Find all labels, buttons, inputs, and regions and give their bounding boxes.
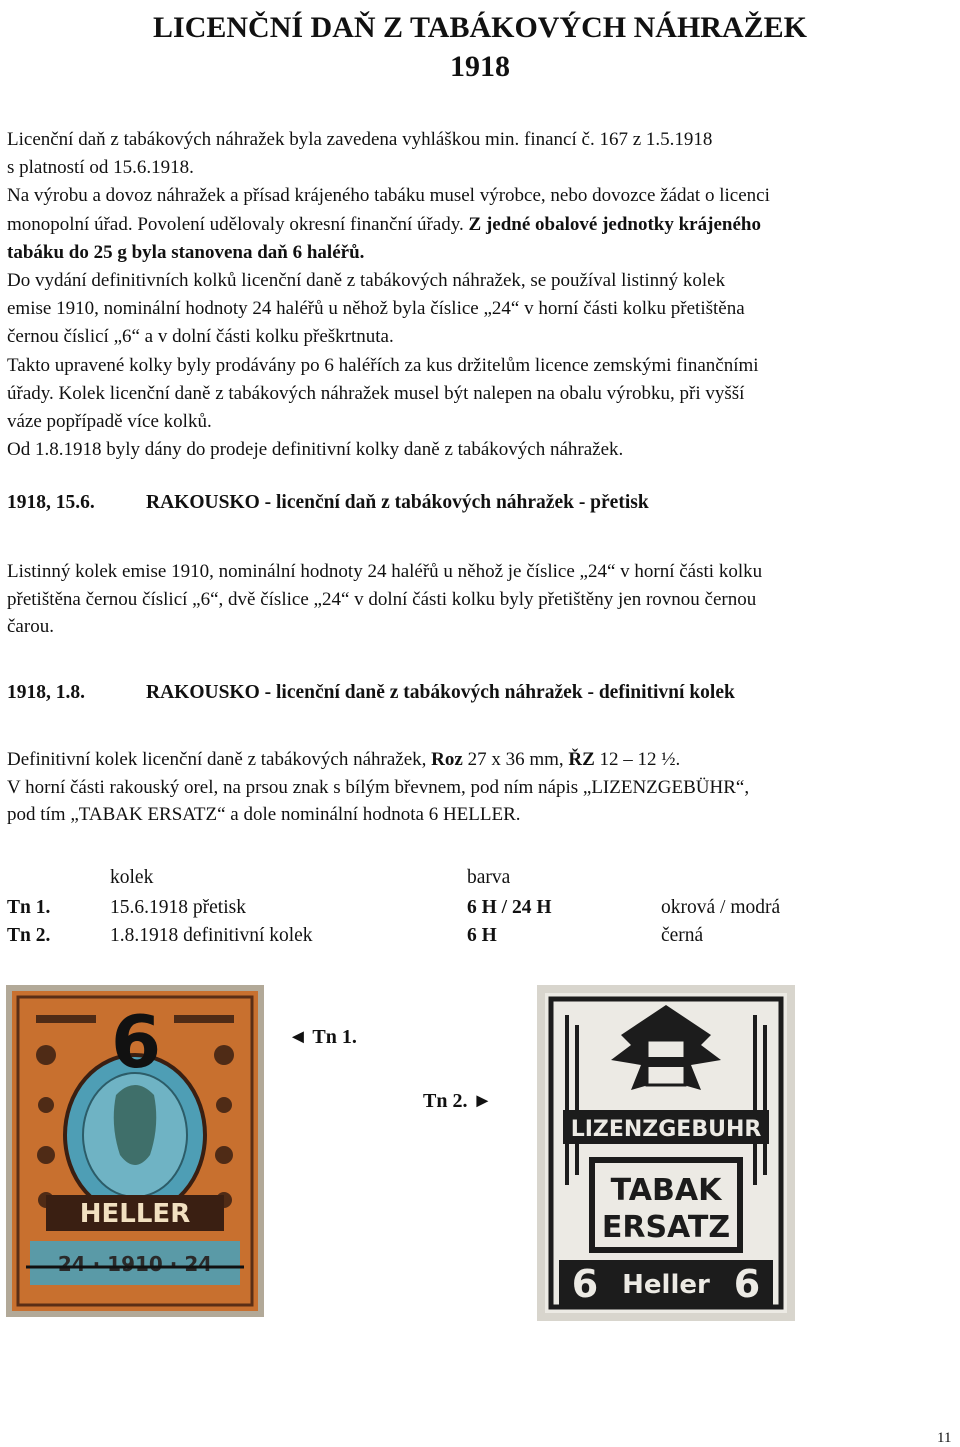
title-line-2: 1918 <box>450 50 510 83</box>
intro-line: Do vydání definitivních kolků licenční daně z tabákových náhražek, se používal listinný kolek <box>7 270 726 292</box>
page-title <box>0 8 960 86</box>
intro-line: úřady. Kolek licenční daně z tabákových náhražek musel být nalepen na obalu výrobku, při vyšší <box>7 382 745 404</box>
intro-bold-text: Z jedné obalové jednotky krájeného <box>468 213 761 235</box>
stamp-tn2-image <box>537 985 795 1321</box>
section-2-text <box>7 746 955 829</box>
stamp-tn1-image <box>6 985 264 1317</box>
intro-line: Takto upravené kolky byly prodávány po 6 haléřích za kus držitelům licence zemskými finančními <box>7 354 759 376</box>
svg-text:TABAK: TABAK <box>610 1173 722 1208</box>
section-1-line: přetištěna černou číslicí „6“, dvě číslice „24“ v dolní části kolku byly přetištěny jen rovnou černou <box>7 588 757 610</box>
section-2-date: 1918, 1.8. <box>7 682 85 703</box>
section-1-line: Listinný kolek emise 1910, nominální hodnoty 24 haléřů u něhož je číslice „24“ v horní části kolku <box>7 561 763 582</box>
intro-line: s platností od 15.6.1918. <box>7 157 194 179</box>
table-cell-color: okrová / modrá <box>661 897 781 918</box>
intro-line: Na výrobu a dovoz náhražek a přísad krájeného tabáku musel výrobce, nebo dovozce žádat o licenci <box>7 185 770 207</box>
intro-bold-text: tabáku do 25 g byla stanovena daň 6 haléřů. <box>7 241 365 263</box>
section-2-line: pod tím „TABAK ERSATZ“ a dole nominální hodnota 6 HELLER. <box>7 804 521 825</box>
intro-line: Od 1.8.1918 byly dány do prodeje definitivní kolky daně z tabákových náhražek. <box>7 439 624 461</box>
section-2-heading <box>7 682 735 704</box>
title-line-1: LICENČNÍ DAŇ Z TABÁKOVÝCH NÁHRAŽEK <box>153 11 807 44</box>
intro-line: emise 1910, nominální hodnoty 24 haléřů u něhož byla číslice „24“ v horní části kolku přetištěna <box>7 298 745 320</box>
section-2-line <box>7 746 955 774</box>
section-2-line: V horní části rakouský orel, na prsou znak s bílým břevnem, pod ním nápis „LIZENZGEBÜHR“, <box>7 776 750 798</box>
section-1-title: RAKOUSKO - licenční daň z tabákových náhražek - přetisk <box>146 492 649 513</box>
rz-label: ŘZ <box>568 749 595 770</box>
roz-value: 27 x 36 mm, <box>462 749 569 770</box>
svg-text:Heller: Heller <box>622 1270 710 1300</box>
section-2-line-part: Definitivní kolek licenční daně z tabákových náhražek, <box>7 749 432 770</box>
section-1-line: čarou. <box>7 616 54 637</box>
table-cell-value: 6 H <box>467 925 497 946</box>
rz-value: 12 – 12 ½. <box>594 749 681 770</box>
intro-line: Licenční daň z tabákových náhražek byla zavedena vyhláškou min. financí č. 167 z 1.5.1918 <box>7 129 713 150</box>
svg-text:6: 6 <box>733 1262 761 1306</box>
section-1-date: 1918, 15.6. <box>7 492 95 513</box>
intro-line: černou číslicí „6“ a v dolní části kolku přeškrtnuta. <box>7 326 394 348</box>
table-header-kolek: kolek <box>110 867 154 888</box>
svg-text:6: 6 <box>571 1262 599 1306</box>
svg-text:ERSATZ: ERSATZ <box>601 1210 731 1245</box>
stamp-tn2-graphic <box>537 985 795 1321</box>
table-row-id: Tn 1. <box>7 897 51 918</box>
intro-line-part: monopolní úřad. Povolení udělovaly okresní finanční úřady. <box>7 213 464 235</box>
table-header-barva: barva <box>467 867 511 888</box>
stamp-tn1-graphic <box>6 985 264 1317</box>
svg-text:6: 6 <box>110 1000 162 1084</box>
table-row-id: Tn 2. <box>7 925 51 946</box>
section-2-title: RAKOUSKO - licenční daně z tabákových náhražek - definitivní kolek <box>146 682 735 703</box>
table-cell-value: 6 H / 24 H <box>467 897 552 918</box>
section-1-text <box>7 558 955 641</box>
roz-label: Roz <box>431 749 463 770</box>
intro-line: váze popřípadě více kolků. <box>7 411 212 433</box>
intro-text <box>7 126 955 464</box>
table-cell-kolek: 15.6.1918 přetisk <box>110 897 246 918</box>
table-cell-color: černá <box>661 925 704 946</box>
svg-text:24 · 1910 · 24: 24 · 1910 · 24 <box>57 1252 213 1276</box>
svg-text:HELLER: HELLER <box>79 1199 191 1229</box>
page-number: 11 <box>937 1430 952 1446</box>
intro-line <box>7 211 955 239</box>
svg-text:LIZENZGEBUHR: LIZENZGEBUHR <box>570 1117 762 1142</box>
table-cell-kolek: 1.8.1918 definitivní kolek <box>110 925 313 946</box>
tn2-pointer-label: Tn 2. ► <box>423 1090 493 1112</box>
section-1-heading <box>7 492 649 514</box>
tn1-pointer-label: ◄ Tn 1. <box>288 1026 357 1048</box>
